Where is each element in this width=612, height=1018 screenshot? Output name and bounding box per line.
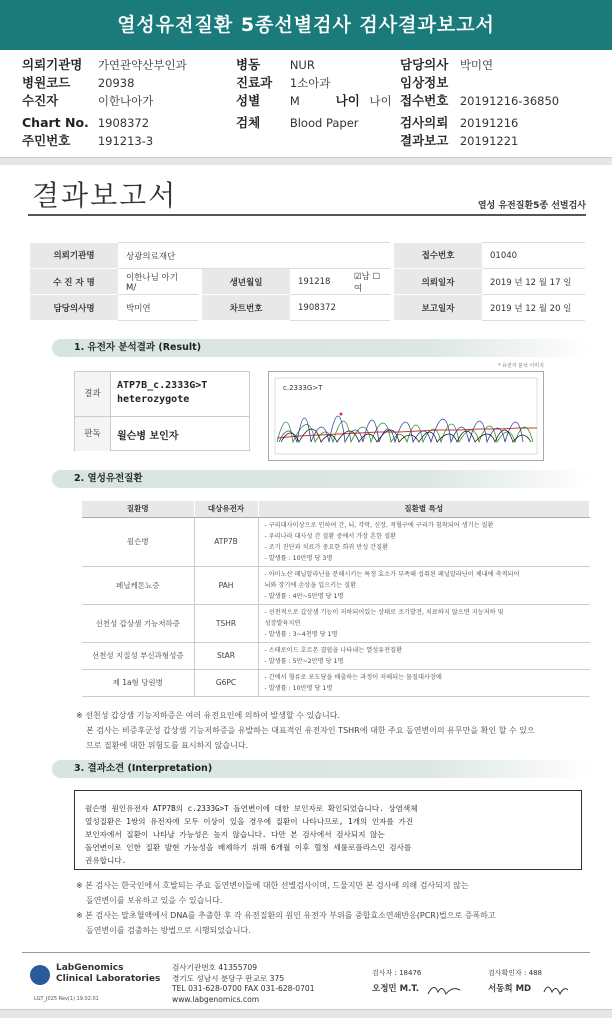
info-label: 의뢰기관명 bbox=[30, 243, 118, 269]
interpretation-line: 윌슨병 원인유전자 ATP7B의 c.2333G>T 돌연변이에 대한 보인자로 확인되었습니다. 상염색체 bbox=[85, 804, 418, 813]
note-line: ※ 본 검사는 말초혈액에서 DNA를 추출한 후 각 유전질환의 원인 유전자 부위를 중합효소연쇄반응(PCR)법으로 증폭하고 bbox=[76, 911, 496, 920]
header-value: M bbox=[289, 94, 300, 108]
age-value: 나이 bbox=[369, 94, 392, 108]
age-label: 나이 bbox=[335, 93, 360, 108]
header-value: Blood Paper bbox=[289, 116, 359, 130]
header-row bbox=[400, 56, 493, 74]
header-label: 병원코드 bbox=[22, 75, 71, 90]
table-row bbox=[82, 517, 590, 566]
header-label: 임상정보 bbox=[400, 75, 449, 90]
signer-name: 서동희 MD bbox=[488, 984, 532, 994]
signer-title: 검사확인자 : 488 bbox=[488, 969, 542, 977]
disease-features bbox=[258, 642, 590, 669]
disease-features bbox=[258, 566, 590, 604]
header-label: 검사의뢰 bbox=[400, 115, 449, 130]
disease-gene: PAH bbox=[194, 566, 258, 604]
header-label: 주민번호 bbox=[22, 133, 71, 148]
feature-line: - 발생률 : 4만~5만명 당 1명 bbox=[264, 592, 344, 600]
header-value: 박미연 bbox=[459, 58, 494, 72]
header-label: 병동 bbox=[236, 57, 261, 72]
header-label: 검체 bbox=[236, 115, 261, 130]
feature-line: - 간에서 혈류로 포도당을 배출하는 과정이 저해되는 물질대사장애 bbox=[264, 673, 442, 681]
disease-features bbox=[258, 517, 590, 566]
header-value: 20191221 bbox=[459, 134, 519, 148]
info-value: 2019 년 12 월 17 일 bbox=[482, 269, 585, 295]
result-box bbox=[74, 371, 250, 451]
info-value: 2019 년 12 월 20 일 bbox=[482, 295, 585, 321]
result-value-line2: heterozygote bbox=[117, 394, 190, 405]
header-row bbox=[400, 132, 518, 150]
header-row bbox=[22, 74, 134, 92]
lab-info-line: www.labgenomics.com bbox=[172, 994, 260, 1004]
feature-line: - 아미노산 페닐알라닌을 분해시키는 특정 효소가 부족해 섭취된 페닐알라닌이 체내에 축적되어 bbox=[264, 570, 520, 578]
lab-info-line: TEL 031-628-0700 FAX 031-628-0701 bbox=[172, 984, 315, 993]
disease-gene: G6PC bbox=[194, 669, 258, 696]
feature-line: - 스테로이드 호르몬 결핍을 나타내는 열성유전질환 bbox=[264, 646, 403, 654]
header-row bbox=[22, 132, 153, 150]
chromatogram-image bbox=[268, 371, 544, 461]
disease-gene: TSHR bbox=[194, 604, 258, 642]
header-row bbox=[400, 74, 460, 92]
result-label: 결과 bbox=[75, 372, 111, 416]
header-row bbox=[22, 114, 149, 132]
header-value: 20938 bbox=[97, 76, 135, 90]
labgenomics-logo-icon bbox=[30, 965, 50, 985]
report-subtitle: 열성 유전질환5종 선별검사 bbox=[477, 201, 586, 211]
chromatogram-note: * 유전자 분석 이미지 bbox=[498, 363, 544, 369]
tester-signature bbox=[372, 968, 421, 994]
header-value: 20191216-36850 bbox=[459, 94, 560, 108]
patient-info-table bbox=[30, 242, 585, 321]
header-row bbox=[22, 92, 153, 110]
info-label: 차트번호 bbox=[202, 295, 290, 321]
section-header-interpretation: 3. 결과소견 (Interpretation) bbox=[52, 760, 591, 778]
header-row bbox=[236, 56, 315, 74]
info-value: 상광의료재단 bbox=[118, 243, 390, 269]
interpretation-line: 열성질환은 1쌍의 유전자에 모두 이상이 있을 경우에 질환이 나타나므로, 1개의 인자를 가진 bbox=[85, 817, 414, 826]
feature-line: 뇌와 장기에 손상을 입으키는 질환 bbox=[264, 581, 357, 589]
info-label: 의뢰일자 bbox=[394, 269, 482, 295]
gender-checkbox: ☑남 ☐여 bbox=[346, 269, 390, 295]
header-value: NUR bbox=[289, 58, 315, 72]
header-label: 결과보고 bbox=[400, 133, 449, 148]
report-banner: 열성유전질환 5종선별검사 검사결과보고서 bbox=[0, 0, 612, 50]
section-header-result: 1. 유전자 분석결과 (Result) bbox=[52, 339, 591, 357]
disease-name: 선천성 갑상샘 기능저하증 bbox=[82, 604, 194, 642]
disease-name: 페닐케톤뇨증 bbox=[82, 566, 194, 604]
note-line: 므로 질환에 대한 위험도를 표시하지 않습니다. bbox=[86, 741, 249, 750]
result-value-line1: ATP7B_c.2333G>T bbox=[117, 380, 208, 391]
column-header: 질환별 특성 bbox=[258, 501, 590, 517]
header-label: 의뢰기관명 bbox=[22, 57, 83, 72]
section-divider bbox=[0, 157, 612, 165]
interpretation-line: 돌연변이로 인한 질환 발현 가능성을 배제하기 위해 6개월 이후 혈청 세룰로플라스민 검사를 bbox=[85, 843, 412, 852]
judgement-label: 판독 bbox=[75, 417, 111, 451]
lab-contact-info bbox=[172, 963, 315, 1005]
header-label: 진료과 bbox=[236, 75, 273, 90]
feature-line: - 조기 진단과 치료가 중요한 희귀 만성 간질환 bbox=[264, 543, 389, 551]
header-label: 수진자 bbox=[22, 93, 59, 108]
note-line: 돌연변이를 검출하는 방법으로 시행되었습니다. bbox=[86, 926, 251, 935]
section-header-diseases: 2. 열성유전질환 bbox=[52, 470, 591, 488]
signer-name: 오정민 M.T. bbox=[372, 984, 420, 994]
disease-features bbox=[258, 604, 590, 642]
header-label: Chart No. bbox=[22, 115, 89, 130]
note-line: ※ 본 검사는 한국인에서 호발되는 주요 돌연변이들에 대한 선별검사이며, 드물지만 본 검사에 의해 검사되지 않는 bbox=[76, 881, 469, 890]
lab-name bbox=[56, 963, 160, 985]
column-header: 대상유전자 bbox=[194, 501, 258, 517]
feature-line: - 선천적으로 갑상샘 기능이 저하되어있는 상태로 조기발견, 치료하지 않으면 지능저하 및 bbox=[264, 608, 504, 616]
form-code: LGT_J025 Rev(1) 19.02.01 bbox=[34, 996, 99, 1002]
page-bottom-bar bbox=[0, 1009, 612, 1018]
info-label: 접수번호 bbox=[394, 243, 482, 269]
interpretation-line: 권유합니다. bbox=[85, 856, 127, 865]
feature-line: - 발생률 : 10만명 당 3명 bbox=[264, 554, 333, 562]
info-value: 1908372 bbox=[290, 295, 390, 321]
verifier-signature bbox=[488, 968, 542, 994]
feature-line: 성장발육지연 bbox=[264, 619, 301, 627]
header-label: 담당의사 bbox=[400, 57, 449, 72]
disease-name: 선천성 지질성 부신과형성증 bbox=[82, 642, 194, 669]
disease-table bbox=[82, 501, 590, 697]
header-value: 이한나아가 bbox=[97, 94, 154, 108]
column-header: 질환명 bbox=[82, 501, 194, 517]
chromatogram-graphic bbox=[269, 372, 543, 460]
header-row bbox=[236, 74, 330, 92]
signer-title: 검사자 : 18476 bbox=[372, 969, 422, 977]
disease-gene: ATP7B bbox=[194, 517, 258, 566]
header-row bbox=[236, 92, 392, 110]
info-value: 191218 bbox=[290, 269, 346, 295]
info-label: 보고일자 bbox=[394, 295, 482, 321]
header-row bbox=[400, 114, 518, 132]
chromatogram-label: c.2333G>T bbox=[283, 384, 323, 392]
feature-line: - 발생률 : 5만~2만명 당 1명 bbox=[264, 657, 344, 665]
signature-scribble-icon bbox=[542, 980, 570, 998]
signature-scribble-icon bbox=[426, 980, 462, 998]
feature-line: - 발생률 : 3~4천명 당 1명 bbox=[264, 630, 338, 638]
info-value: 박미연 bbox=[118, 295, 198, 321]
judgement-row bbox=[75, 417, 249, 451]
disease-gene: StAR bbox=[194, 642, 258, 669]
disease-features bbox=[258, 669, 590, 696]
header-row bbox=[22, 56, 187, 74]
lab-name-line: Clinical Laboratories bbox=[56, 974, 161, 984]
report-title: 결과보고서 bbox=[32, 179, 178, 212]
header-value: 20191216 bbox=[459, 116, 519, 130]
note-line: ※ 선천성 갑상샘 기능저하증은 여러 유전요인에 의하여 발생할 수 있습니다. bbox=[76, 711, 340, 720]
lab-name-line: LabGenomics bbox=[56, 963, 124, 973]
header-value: 1소아과 bbox=[289, 76, 331, 90]
feature-line: - 구리대사이상으로 인하여 간, 뇌, 각막, 신장, 적혈구에 구리가 침착되어 생기는 질환 bbox=[264, 521, 494, 529]
method-notes bbox=[76, 878, 496, 938]
note-line: 돌연변이를 보유하고 있을 수 있습니다. bbox=[86, 896, 223, 905]
header-row bbox=[236, 114, 359, 132]
feature-line: - 발생률 : 10만명 당 1명 bbox=[264, 684, 333, 692]
footer-divider bbox=[22, 952, 590, 953]
disease-name: 제 1a형 당원병 bbox=[82, 669, 194, 696]
table-row bbox=[82, 604, 590, 642]
table-row bbox=[82, 566, 590, 604]
header-row bbox=[400, 92, 559, 110]
lab-info-line: 검사기관번호 41355709 bbox=[172, 963, 258, 972]
header-label: 접수번호 bbox=[400, 93, 449, 108]
disease-name: 윌슨병 bbox=[82, 517, 194, 566]
table-row bbox=[82, 642, 590, 669]
info-label: 생년월일 bbox=[202, 269, 290, 295]
result-row bbox=[75, 372, 249, 417]
tshr-note bbox=[76, 708, 535, 753]
judgement-value: 윌슨병 보인자 bbox=[117, 431, 179, 442]
lab-info-line: 경기도 성남시 분당구 판교로 375 bbox=[172, 973, 285, 983]
header-value: 191213-3 bbox=[97, 134, 154, 148]
info-value: 01040 bbox=[482, 243, 585, 269]
info-label: 담당의사명 bbox=[30, 295, 118, 321]
header-value: 1908372 bbox=[97, 116, 150, 130]
interpretation-line: 보인자에서 질환이 나타날 가능성은 높지 않습니다. 다만 본 검사에서 검사되지 않는 bbox=[85, 830, 385, 839]
title-underline bbox=[28, 214, 586, 216]
feature-line: - 우리나라 대사성 간 질환 중에서 가장 흔한 질환 bbox=[264, 532, 397, 540]
table-row bbox=[82, 669, 590, 696]
note-line: 본 검사는 비증후군성 갑상샘 기능저하증을 유발하는 대표적인 유전자인 TSHR에 대한 주요 돌연변이의 유무만을 확인 할 수 있으 bbox=[86, 726, 535, 735]
header-label: 성별 bbox=[236, 93, 261, 108]
info-value: 이한나님 아기 M/ bbox=[118, 269, 198, 295]
interpretation-box bbox=[74, 790, 582, 870]
header-value: 가연관약산부인과 bbox=[97, 58, 187, 72]
info-label: 수 진 자 명 bbox=[30, 269, 118, 295]
